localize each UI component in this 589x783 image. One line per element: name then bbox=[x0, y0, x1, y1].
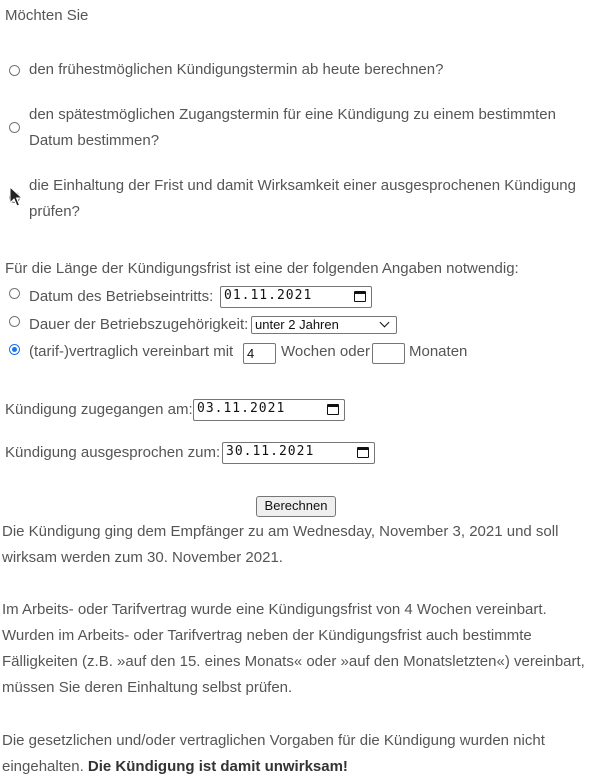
dauer-radio[interactable] bbox=[9, 316, 20, 327]
months-label: Monaten bbox=[409, 343, 468, 360]
weeks-label: Wochen oder bbox=[281, 343, 370, 360]
eintritt-date-input[interactable] bbox=[220, 286, 372, 308]
mouse-cursor-icon bbox=[8, 186, 24, 208]
option-earliest-label: den frühestmöglichen Kündigungstermin ab heute berechnen? bbox=[29, 61, 444, 78]
result-line: Fälligkeiten (z.B. »auf den 15. eines Monats« oder »auf den Monatsletzten«) vereinbart, bbox=[2, 653, 585, 670]
option-latest-label-line1: den spätestmöglichen Zugangstermin für eine Kündigung zu einem bestimmten bbox=[29, 106, 556, 123]
calendar-icon[interactable] bbox=[327, 404, 339, 415]
eintritt-label: Datum des Betriebseintritts: bbox=[29, 288, 214, 305]
option-check-label-line1: die Einhaltung der Frist und damit Wirksamkeit einer ausgesprochenen Kündigung bbox=[29, 177, 576, 194]
vertrag-label: (tarif-)vertraglich vereinbart mit bbox=[29, 343, 234, 360]
zugegangen-label: Kündigung zugegangen am: bbox=[5, 401, 193, 418]
ausgesprochen-date-input[interactable] bbox=[222, 442, 375, 464]
berechnen-button[interactable]: Berechnen bbox=[256, 496, 336, 517]
eintritt-radio[interactable] bbox=[9, 288, 20, 299]
zugegangen-date-input[interactable] bbox=[193, 399, 345, 421]
result-conclusion bbox=[2, 754, 348, 780]
result-line: Die Kündigung ging dem Empfänger zu am Wednesday, November 3, 2021 und soll bbox=[2, 523, 559, 540]
question-heading: Möchten Sie bbox=[5, 7, 89, 24]
ausgesprochen-date-value: 30.11.2021 bbox=[226, 444, 315, 459]
result-unwirksam: Die Kündigung ist damit unwirksam! bbox=[87, 758, 348, 775]
ausgesprochen-label: Kündigung ausgesprochen zum: bbox=[5, 444, 221, 461]
result-conclusion-text: eingehalten. bbox=[2, 758, 88, 775]
result-line: Die gesetzlichen und/oder vertraglichen Vorgaben für die Kündigung wurden nicht bbox=[2, 732, 545, 749]
option-check-label-line2: prüfen? bbox=[29, 203, 80, 220]
calendar-icon[interactable] bbox=[357, 447, 369, 458]
result-line: wirksam werden zum 30. November 2021. bbox=[2, 549, 283, 566]
option-latest-radio[interactable] bbox=[9, 122, 20, 133]
dauer-select-value: unter 2 Jahren bbox=[255, 317, 339, 332]
dauer-label: Dauer der Betriebszugehörigkeit: bbox=[29, 316, 249, 333]
result-line: Im Arbeits- oder Tarifvertrag wurde eine Kündigungsfrist von 4 Wochen vereinbart. bbox=[2, 601, 547, 618]
eintritt-date-value: 01.11.2021 bbox=[224, 288, 313, 303]
dauer-select[interactable] bbox=[251, 316, 397, 334]
weeks-input[interactable] bbox=[243, 343, 276, 364]
zugegangen-date-value: 03.11.2021 bbox=[197, 401, 286, 416]
months-input[interactable] bbox=[372, 343, 405, 364]
weeks-input-value: 4 bbox=[247, 346, 255, 361]
calendar-icon[interactable] bbox=[354, 291, 366, 302]
frist-intro-text: Für die Länge der Kündigungsfrist ist eine der folgenden Angaben notwendig: bbox=[5, 260, 519, 277]
result-line: Wurden im Arbeits- oder Tarifvertrag neben der Kündigungsfrist auch bestimmte bbox=[2, 627, 532, 644]
vertrag-radio[interactable] bbox=[9, 344, 20, 355]
result-line: müssen Sie deren Einhaltung selbst prüfen. bbox=[2, 679, 293, 696]
option-latest-label-line2: Datum bestimmen? bbox=[29, 132, 160, 149]
option-earliest-radio[interactable] bbox=[9, 65, 20, 76]
